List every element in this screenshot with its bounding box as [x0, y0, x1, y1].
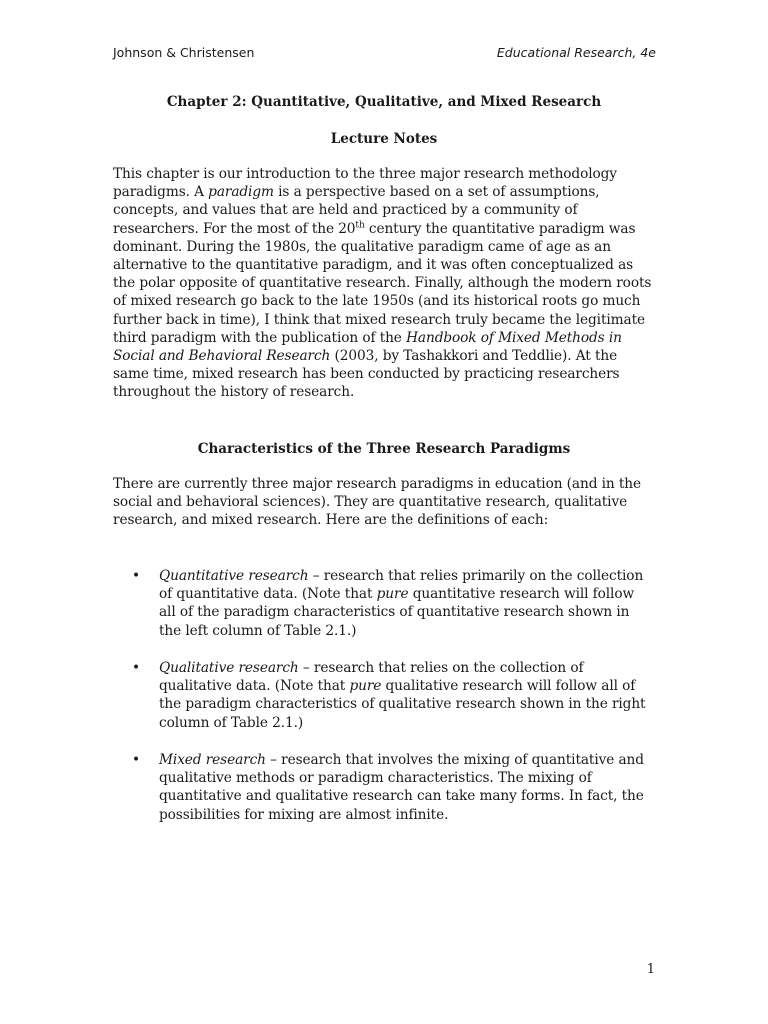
- section-paragraph: There are currently three major research paradigms in education (and in the social and behavioral sciences). They are quantitative research, qualitative research, and mixed research. Here are the definitions of each:: [113, 476, 641, 529]
- list-item: • Quantitative research – research that relies primarily on the collection of quantitative data. (Note that pure quantitative research will follow all of the paradigm characteristics of quantitative research shown in the left column of Table 2.1.): [132, 568, 644, 639]
- page-number: 1: [646, 962, 655, 977]
- intro-paragraph: This chapter is our introduction to the three major research methodology paradigms. A paradigm is a perspective based on a set of assumptions, concepts, and values that are held and practiced by a community of researchers. For the most of the 20th century the quantitative paradigm was dominant. During the 1980s, the qualitative paradigm came of age as an alternative to the quantitative paradigm, and it was often conceptualized as the polar opposite of quantitative research. Finally, although the modern roots of mixed research go back to the late 1950s (and its historical roots go much further back in time), I think that mixed research truly became the legitimate third paradigm with the publication of the Handbook of Mixed Methods in Social and Behavioral Research (2003, by Tashakkori and Teddlie). At the same time, mixed research has been conducted by practicing researchers throughout the history of research.: [113, 166, 652, 401]
- lecture-notes-title: Lecture Notes: [330, 131, 438, 147]
- header-book-title: Educational Research, 4e: [496, 45, 656, 60]
- bullet-icon: •: [132, 568, 140, 584]
- section-title: Characteristics of the Three Research Paradigms: [197, 441, 571, 457]
- list-item: • Qualitative research – research that relies on the collection of qualitative data. (Note that pure qualitative research will follow all of the paradigm characteristics of qualitative research shown in the right column of Table 2.1.): [132, 660, 646, 731]
- header-authors: Johnson & Christensen: [113, 45, 255, 60]
- chapter-title: Chapter 2: Quantitative, Qualitative, and Mixed Research: [166, 94, 602, 110]
- bullet-icon: •: [132, 752, 140, 768]
- list-item: • Mixed research – research that involves the mixing of quantitative and qualitative methods or paradigm characteristics. The mixing of quantitative and qualitative research can take many forms. In fact, the possibilities for mixing are almost infinite.: [132, 752, 644, 823]
- bullet-icon: •: [132, 660, 140, 676]
